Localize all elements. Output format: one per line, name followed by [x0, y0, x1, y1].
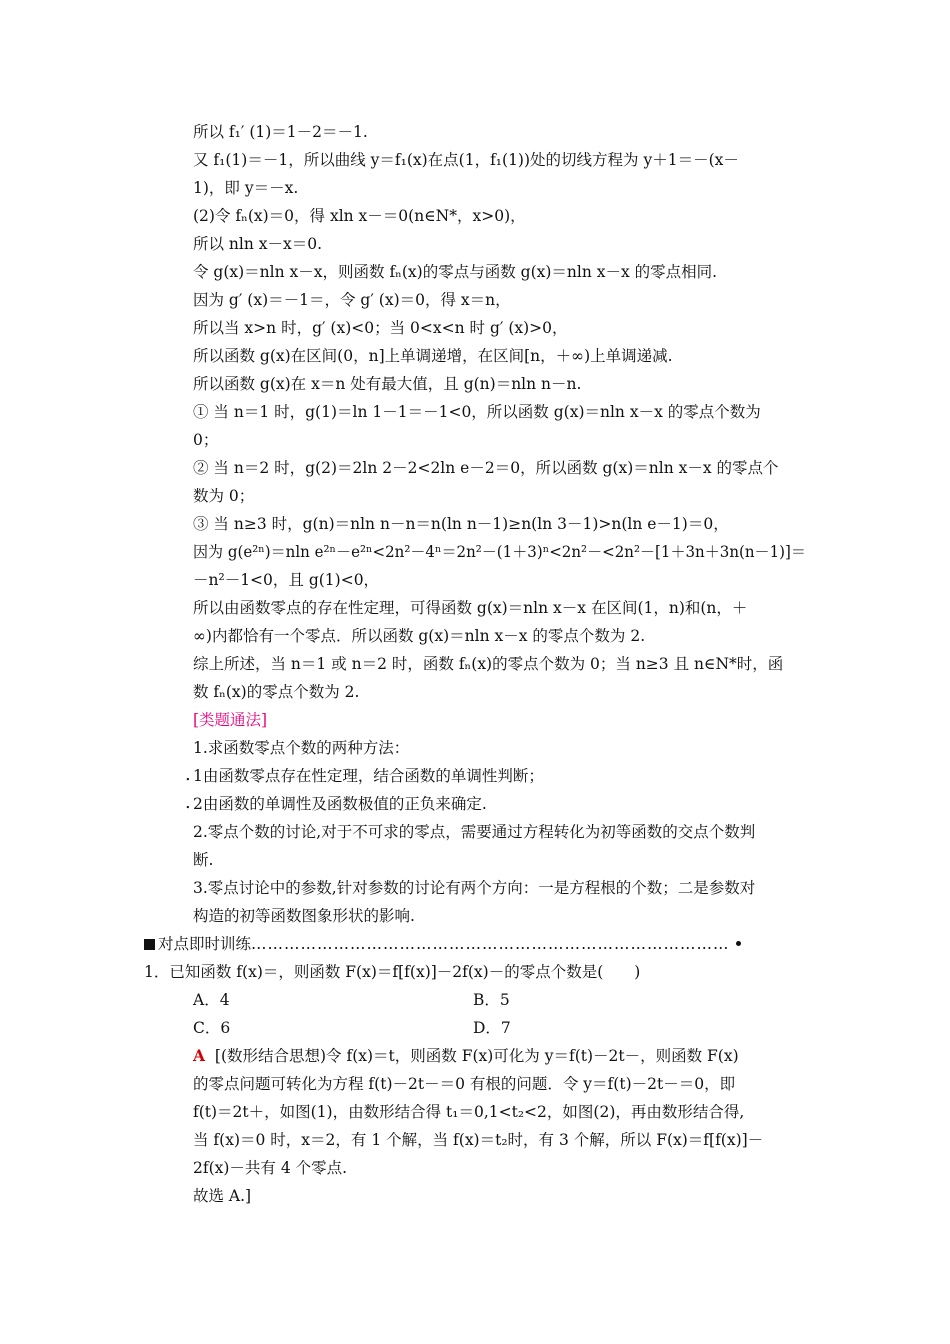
method-tag: [类题通法] — [193, 711, 268, 729]
text-line: (2)令 fₙ(x)＝0，得 xln x－＝0(n∈N*，x>0)， — [193, 207, 526, 225]
method-line: 1由函数零点存在性定理，结合函数的单调性判断； — [193, 767, 544, 785]
option-d: D．7 — [473, 1019, 511, 1037]
answer-line: 的零点问题可转化为方程 f(t)－2t－＝0 有根的问题．令 y＝f(t)－2t－＝0，即 — [193, 1075, 736, 1093]
text-line: ② 当 n＝2 时，g(2)＝2ln 2－2<2ln e－2＝0，所以函数 g(x)＝nln x－x 的零点个 — [193, 459, 779, 477]
method-line: 1.求函数零点个数的两种方法： — [193, 739, 410, 757]
method-line: 2.零点个数的讨论,对于不可求的零点，需要通过方程转化为初等函数的交点个数判 — [193, 823, 756, 841]
answer-letter: A — [193, 1046, 206, 1065]
end-dot-icon — [736, 941, 741, 946]
text-line: ∞)内都恰有一个零点．所以函数 g(x)＝nln x－x 的零点个数为 2. — [193, 627, 646, 645]
answer-line: 故选 A.] — [193, 1187, 252, 1205]
text-line: 1)，即 y＝－x. — [193, 179, 299, 197]
square-bullet-icon — [144, 939, 155, 950]
answer-line: 2f(x)－共有 4 个零点. — [193, 1159, 348, 1177]
answer-text: [(数形结合思想)令 f(x)＝t，则函数 F(x)可化为 y＝f(t)－2t－，则函数 F(x) — [214, 1047, 739, 1065]
text-line: 数 fₙ(x)的零点个数为 2. — [193, 683, 360, 701]
text-line: 所以 f₁′ (1)＝1－2＝－1. — [193, 123, 368, 141]
option-c: C．6 — [193, 1019, 231, 1037]
text-line: 0； — [193, 431, 219, 449]
section-header — [144, 933, 741, 955]
text-line: 综上所述，当 n＝1 或 n＝2 时，函数 fₙ(x)的零点个数为 0；当 n≥3 且 n∈N*时，函 — [193, 655, 784, 673]
text-line: ③ 当 n≥3 时，g(n)＝nln n－n＝n(ln n－1)≥n(ln 3－1)>n(ln e－1)＝0， — [193, 515, 729, 533]
answer-line: 当 f(x)＝0 时，x＝2，有 1 个解，当 f(x)＝t₂时，有 3 个解，所以 F(x)＝f[f(x)]－ — [193, 1131, 764, 1149]
section-title: 对点即时训练 — [158, 935, 252, 953]
text-line: 令 g(x)＝nln x－x，则函数 fₙ(x)的零点与函数 g(x)＝nln x－x 的零点相同. — [193, 263, 718, 281]
text-line: 因为 g(e²ⁿ)＝nln e²ⁿ－e²ⁿ<2n²－4ⁿ＝2n²－(1＋3)ⁿ<2n²－<2n²－[1＋3n＋3n(n－1)]＝ — [193, 543, 806, 561]
answer-line: f(t)＝2t＋，如图(1)，由数形结合得 t₁＝0,1<t₂<2，如图(2)，再由数形结合得, — [193, 1103, 745, 1121]
text-line: －n²－1<0，且 g(1)<0， — [193, 571, 380, 589]
text-line: 数为 0； — [193, 487, 255, 505]
text-line: 所以当 x>n 时，g′ (x)<0；当 0<x<n 时 g′ (x)>0， — [193, 319, 568, 337]
bullet-dot: . — [185, 792, 191, 813]
method-line: 断. — [193, 851, 214, 869]
option-b: B．5 — [473, 991, 510, 1009]
answer-line — [193, 1045, 739, 1067]
text-line: 所以函数 g(x)在 x＝n 处有最大值，且 g(n)＝nln n－n. — [193, 375, 582, 393]
text-line: ① 当 n＝1 时，g(1)＝ln 1－1＝－1<0，所以函数 g(x)＝nln x－x 的零点个数为 — [193, 403, 761, 421]
question-text: 1．已知函数 f(x)＝，则函数 F(x)＝f[f(x)]－2f(x)－的零点个数是( ) — [144, 963, 641, 981]
text-line: 因为 g′ (x)＝－1＝，令 g′ (x)＝0，得 x＝n， — [193, 291, 511, 309]
text-line: 所以由函数零点的存在性定理，可得函数 g(x)＝nln x－x 在区间(1，n)和(n，＋ — [193, 599, 748, 617]
text-line: 所以 nln x－x＝0. — [193, 235, 323, 253]
section-leaders: …………………………………………………………………………… — [251, 935, 730, 953]
method-line: 2由函数的单调性及函数极值的正负来确定. — [193, 795, 487, 813]
method-line: 3.零点讨论中的参数,针对参数的讨论有两个方向：一是方程根的个数；二是参数对 — [193, 879, 756, 897]
method-line: 构造的初等函数图象形状的影响. — [193, 907, 415, 925]
option-a: A．4 — [193, 991, 230, 1009]
text-line: 又 f₁(1)＝－1，所以曲线 y＝f₁(x)在点(1，f₁(1))处的切线方程为 y＋1＝－(x－ — [193, 151, 739, 169]
text-line: 所以函数 g(x)在区间(0，n]上单调递增，在区间[n，＋∞)上单调递减. — [193, 347, 673, 365]
bullet-dot: . — [185, 764, 191, 785]
